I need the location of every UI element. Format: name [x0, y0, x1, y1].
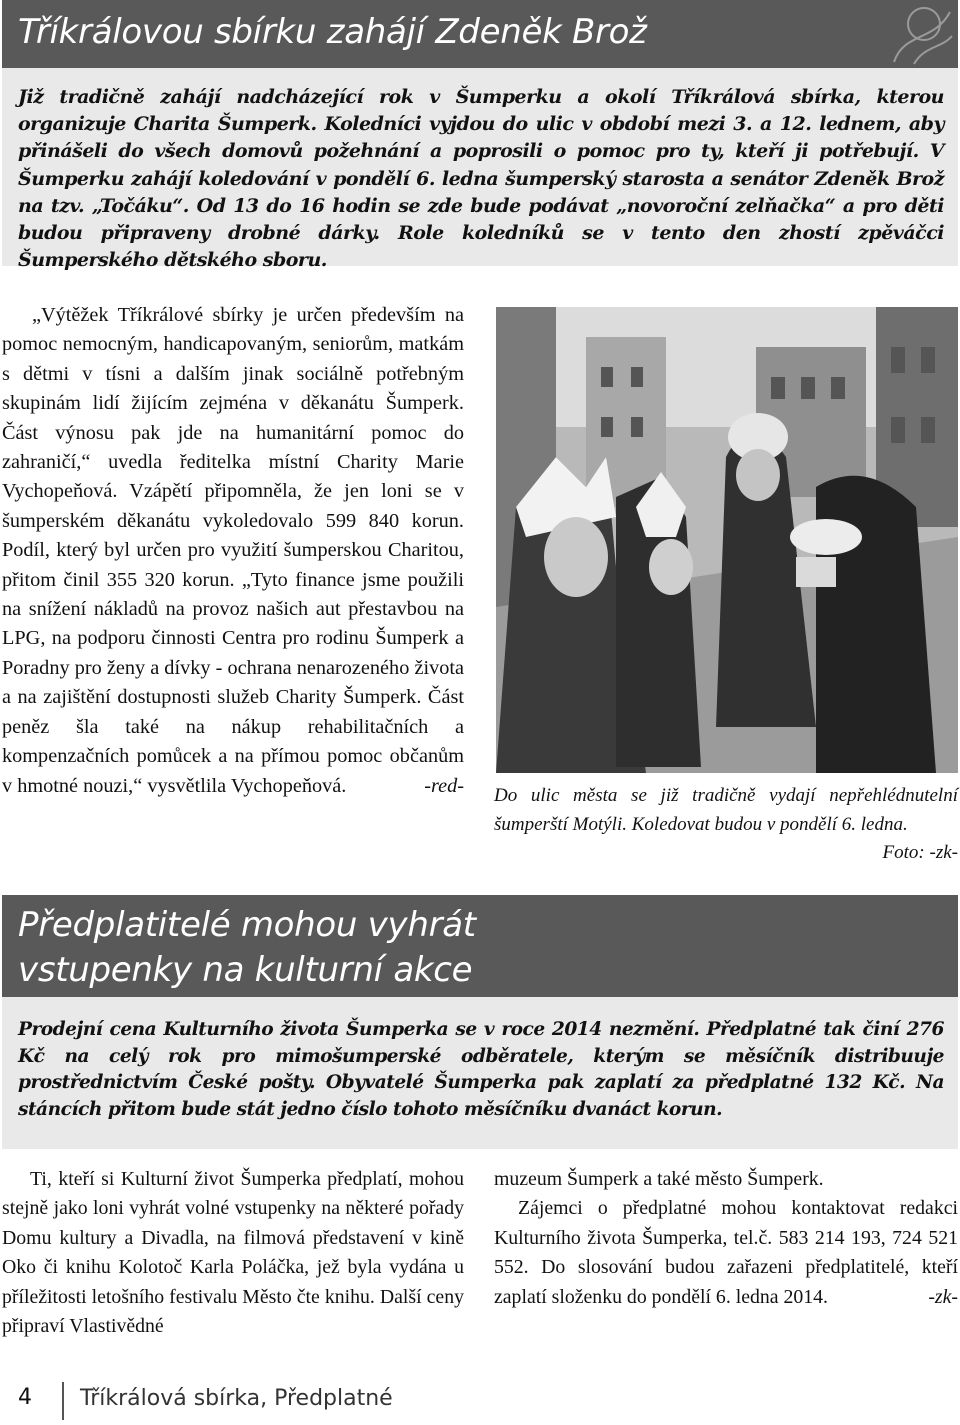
article1-lead-box: [2, 68, 958, 272]
article2-lead: Prodejní cena Kulturního života Šumperka se v roce 2014 nezmění. Předplatné tak činí 276 Kč na celý rok pro mimošumperské odběratele, kterým se měsíčník distribuuje prostřednictvím České pošty. Obyvatelé Šumperka pak zaplatí za předplatné 132 Kč. Na stáncích přitom bude stát jedno číslo tohoto měsíčníku dvanáct korun.: [18, 1019, 944, 1120]
carolers-photo-image: [496, 307, 958, 773]
article2-body-column-right: [494, 1165, 958, 1312]
article1-title: Tříkrálovou sbírku zahájí Zdeněk Brož: [18, 12, 647, 52]
article2-lead-box: [2, 997, 958, 1149]
carolers-photo: [496, 307, 958, 773]
article1-signature: -red-: [424, 774, 464, 797]
photo-caption-text: Do ulic města se již tradičně vydají nepřehlédnutelní šumperští Motýli. Koledovat budou v pondělí 6. ledna.: [494, 785, 958, 835]
ornament-swirl-icon: [884, 2, 954, 66]
article1-title-banner: [2, 0, 958, 68]
article2-title-banner: [2, 895, 958, 997]
article2-signature: -zk-: [928, 1285, 958, 1308]
article1-lead: Již tradičně zahájí nadcházející rok v Šumperku a okolí Tříkrálová sbírka, kterou organizuje Charita Šumperk. Koledníci vyjdou do ulic v období mezi 3. a 12. lednem, aby přinášeli do všech domovů požehnání a poprosili o pomoc pro ty, kteří ji potřebují. V Šumperku zahájí koledování v pondělí 6. ledna šumperský starosta a senátor Zdeněk Brož na tzv. „Točáku“. Od 13 do 16 hodin se zde bude podávat „novoroční zelňačka“ a pro děti budou připraveny drobné dárky. Role koledníků se v tento den zhostí zpěváčci Šumperského dětského sboru.: [18, 86, 944, 272]
article2-body-col2-para: Zájemci o předplatné mohou kontaktovat redakci Kulturního života Šumperka, tel.č. 583 214 193, 724 521 552. Do slosování budou zařazeni předplatitelé, kteří zaplatí složenku do pondělí 6. ledna 2014.: [494, 1197, 958, 1308]
photo-caption: [494, 782, 958, 868]
photo-credit: Foto: -zk-: [882, 842, 958, 863]
article1-body: „Výtěžek Tříkrálové sbírky je určen především na pomoc nemocným, handicapovaným, seniorům, matkám s dětmi v tísni a dalším jinak sociálně potřebným skupinám lidí žijícím zejména v děkanátu Šumperk. Část výnosu pak jde na humanitární pomoc do zahraničí,“ uvedla ředitelka místní Charity Marie Vychopeňová. Vzápětí připomněla, že jen loni se v šumperském děkanátu vykoledovalo 599 840 korun. Podíl, který byl určen pro využití šumperskou Charitou, přitom činil 355 320 korun. „Tyto finance jsme použili na snížení nákladů na provoz našich aut přestavbou na LPG, na podporu činnosti Centra pro rodinu Šumperk a Poradny pro ženy a dívky - ochrana nenarozeného života a na zajištění dostupnosti služeb Charity Šumperk. Část peněz šla také na nákup rehabilitačních a kompenzačních pomůcek a na přímou pomoc občanům v hmotné nouzi,“ vysvětlila Vychopeňová.: [2, 304, 464, 797]
page-number: 4: [18, 1385, 32, 1410]
footer-section-title: Tříkrálová sbírka, Předplatné: [80, 1386, 393, 1411]
page-footer: [0, 1372, 960, 1425]
footer-divider: [62, 1382, 64, 1420]
article2-body-col1: Ti, kteří si Kulturní život Šumperka předplatí, mohou stejně jako loni vyhrát volné vstupenky na některé pořady Domu kultury a Divadla, na filmová představení v kině Oko či knihu Kolotoč Karla Poláčka, jež byla vydána u příležitosti letošního festivalu Město čte knihu. Další ceny připraví Vlastivědné: [2, 1168, 464, 1338]
article2-body-col2-cont: muzeum Šumperk a také město Šumperk.: [494, 1168, 824, 1190]
article1-body-column: [2, 301, 464, 801]
article2-body-column-left: [2, 1165, 464, 1341]
article2-title-line2: vstupenky na kulturní akce: [18, 950, 473, 990]
article2-title: [18, 903, 476, 993]
article2-title-line1: Předplatitelé mohou vyhrát: [18, 905, 476, 945]
